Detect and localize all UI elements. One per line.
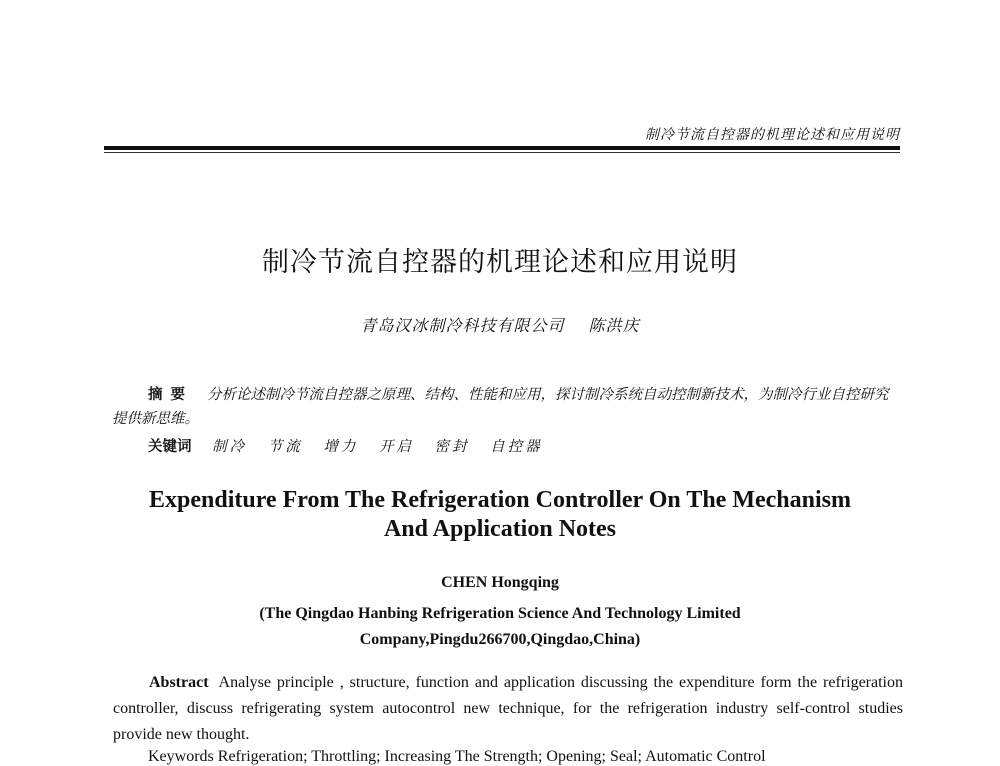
english-affiliation <box>0 601 1000 653</box>
keyword: 开启 <box>378 439 414 455</box>
chinese-abstract-label: 摘要 <box>148 386 193 403</box>
chinese-abstract-text: 分析论述制冷节流自控器之原理、结构、性能和应用，探讨制冷系统自动控制新技术，为制冷行业自控研究提供新思维。 <box>112 387 889 427</box>
chinese-abstract <box>112 383 902 431</box>
english-abstract-text: Analyse principle , structure, function and application discussing the expenditure form the refrigeration controller, discuss refrigerating system autocontrol new technique, for the refrigeration industry self-control studies provide new thought. <box>113 674 903 743</box>
english-title-line: And Application Notes <box>383 516 617 542</box>
english-affiliation-line: (The Qingdao Hanbing Refrigeration Science And Technology Limited <box>259 605 741 622</box>
header-rule-thin <box>104 152 900 153</box>
keyword: 密封 <box>434 439 470 455</box>
chinese-keywords-label: 关键词 <box>148 438 192 455</box>
english-abstract <box>113 670 903 748</box>
header-rule <box>104 146 900 150</box>
running-header: 制冷节流自控器的机理论述和应用说明 <box>645 127 900 143</box>
chinese-keywords <box>148 435 559 456</box>
keyword: 节流 <box>267 439 303 455</box>
english-keywords: Keywords Refrigeration; Throttling; Increasing The Strength; Opening; Seal; Automatic Control <box>148 748 766 765</box>
english-abstract-label: Abstract <box>149 674 209 691</box>
english-title-line: Expenditure From The Refrigeration Controller On The Mechanism <box>149 487 851 513</box>
chinese-author-line <box>0 313 1000 336</box>
english-affiliation-line: Company,Pingdu266700,Qingdao,China) <box>359 631 641 648</box>
keyword: 制冷 <box>212 439 248 455</box>
english-author: CHEN Hongqing <box>441 574 559 591</box>
english-title <box>0 486 1000 544</box>
keyword: 增力 <box>323 439 359 455</box>
chinese-author: 陈洪庆 <box>588 316 640 335</box>
keyword: 自控器 <box>490 439 543 455</box>
chinese-affiliation: 青岛汉冰制冷科技有限公司 <box>360 316 565 335</box>
chinese-title: 制冷节流自控器的机理论述和应用说明 <box>262 247 738 278</box>
